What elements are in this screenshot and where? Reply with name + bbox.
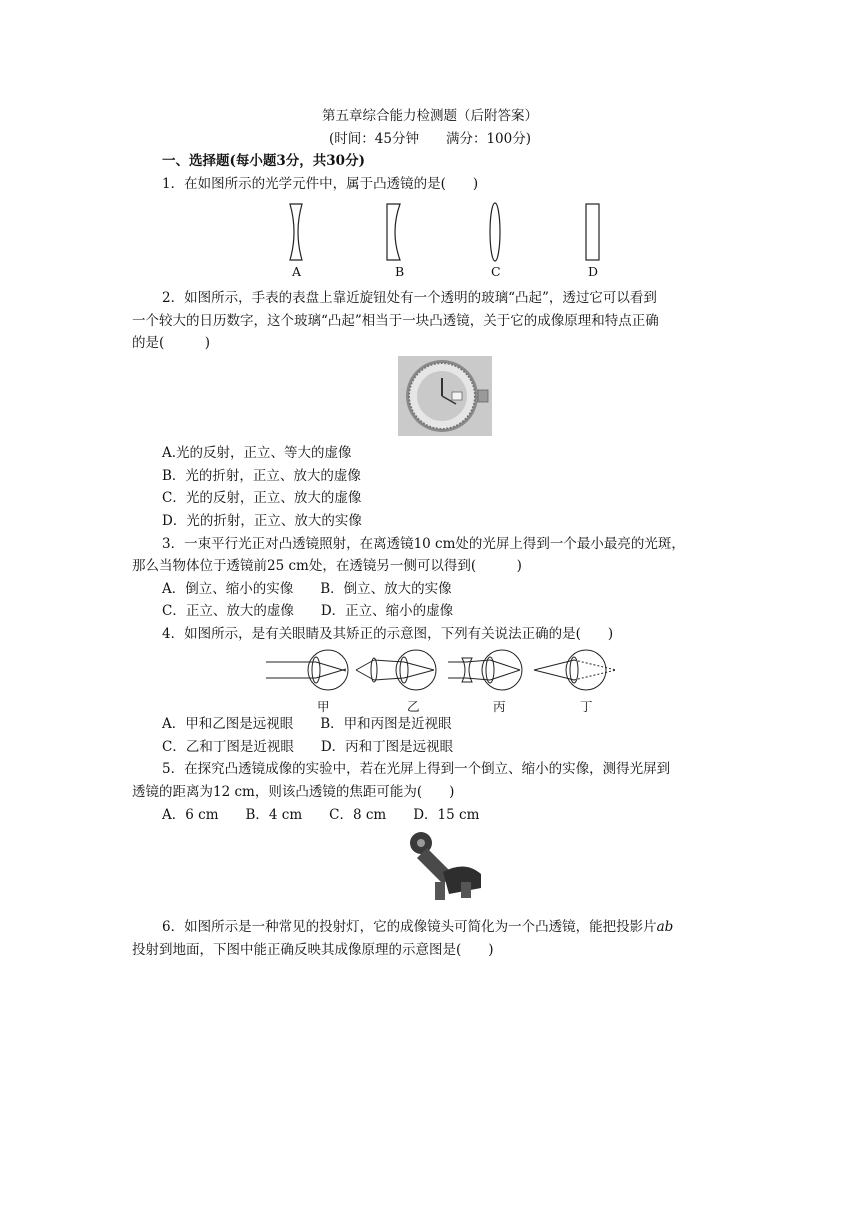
doc-subtitle: (时间：45分钟 满分：100分) [329,131,531,147]
projector-lamp-photo [405,830,487,902]
eye-diagrams [266,648,626,696]
q3-stem-line1: 3．一束平行光正对凸透镜照射，在离透镜10 cm处的光屏上得到一个最小最亮的光斑， [162,536,685,552]
lens-c-icon [490,203,500,261]
q5-options: A．6 cm B．4 cm C．8 cm D．15 cm [162,807,480,823]
q1-label-b: B [395,264,405,279]
doc-title: 第五章综合能力检测题（后附答案） [322,108,538,124]
q1-label-d: D [588,264,599,279]
lens-a-icon [290,204,302,260]
q2-option-c: C．光的反射，正立、放大的虚像 [162,490,362,506]
q4-label-ding: 丁 [580,699,593,714]
eye-diagram-bing [448,650,522,690]
q2-stem-line3: 的是( ) [132,335,211,351]
lens-figure [280,200,610,265]
q6-stem-line2: 投射到地面，下图中能正确反映其成像原理的示意图是( ) [132,942,494,958]
eye-diagram-jia [266,650,348,690]
q1-label-a: A [292,264,302,279]
q4-options-row1: A．甲和乙图是远视眼 B．甲和丙图是近视眼 [162,716,452,732]
q2-stem-line1: 2．如图所示，手表的表盘上靠近旋钮处有一个透明的玻璃“凸起”，透过它可以看到 [162,290,657,306]
q1-stem: 1．在如图所示的光学元件中，属于凸透镜的是( ) [162,176,479,192]
lens-d-icon [586,204,599,260]
q2-option-b: B．光的折射，正立、放大的虚像 [162,468,361,484]
q5-stem-line1: 5．在探究凸透镜成像的实验中，若在光屏上得到一个倒立、缩小的实像，测得光屏到 [162,761,671,777]
q4-stem: 4．如图所示，是有关眼睛及其矫正的示意图，下列有关说法正确的是( ) [162,626,614,642]
watch-photo [398,356,492,436]
q2-option-d: D．光的折射，正立、放大的实像 [162,513,362,529]
q3-stem-line2: 那么当物体位于透镜前25 cm处，在透镜另一侧可以得到( ) [132,558,522,574]
section-heading: 一、选择题(每小题3分，共30分) [162,153,365,169]
q3-options-row1: A．倒立、缩小的实像 B．倒立、放大的实像 [162,581,452,597]
q6-stem-line1: 6．如图所示是一种常见的投射灯，它的成像镜头可简化为一个凸透镜，能把投影片ab [162,919,674,935]
q1-label-c: C [491,264,501,279]
q5-stem-line2: 透镜的距离为12 cm，则该凸透镜的焦距可能为( ) [132,784,455,800]
eye-diagram-yi [356,650,436,690]
q4-label-jia: 甲 [317,699,330,714]
eye-diagram-ding [534,650,616,690]
q4-options-row2: C．乙和丁图是近视眼 D．丙和丁图是远视眼 [162,739,454,755]
q2-stem-line2: 一个较大的日历数字，这个玻璃“凸起”相当于一块凸透镜，关于它的成像原理和特点正确 [132,313,659,329]
lens-b-icon [387,204,400,260]
q4-label-bing: 丙 [493,699,506,714]
q4-label-yi: 乙 [407,699,420,714]
q3-options-row2: C．正立、放大的虚像 D．正立、缩小的虚像 [162,603,454,619]
q2-option-a: A.光的反射，正立、等大的虚像 [162,445,352,461]
